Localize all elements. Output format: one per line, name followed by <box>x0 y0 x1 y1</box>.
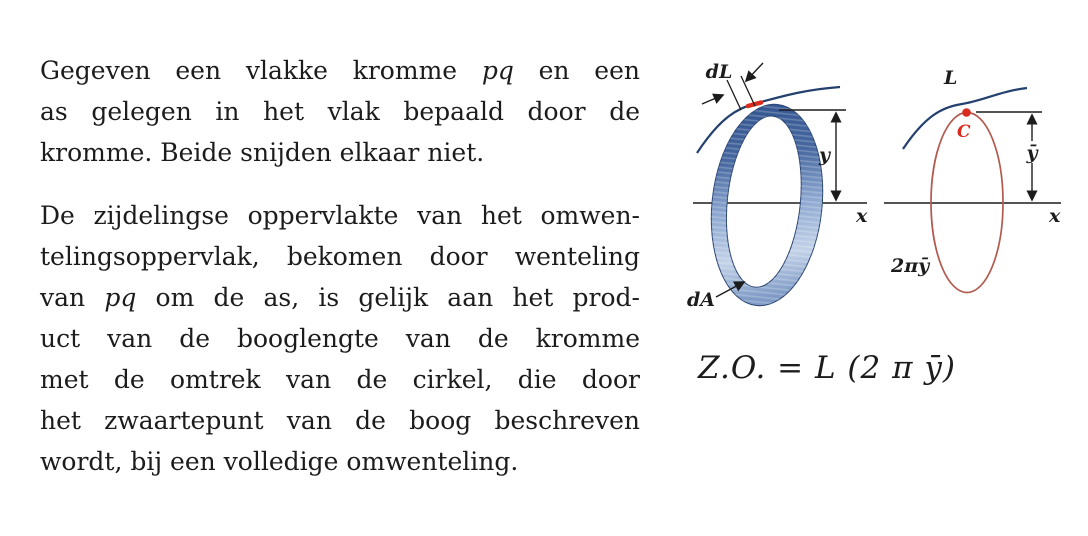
dL-tick-right <box>741 76 755 106</box>
text-line: telingsoppervlak, bekomen door wenteling <box>40 242 640 271</box>
formula-zo: Z.O. = L (2 π ȳ) <box>698 350 956 386</box>
pappus-figures <box>660 30 1088 330</box>
dL-arrow-lower <box>702 95 723 104</box>
dL-tick-left <box>727 80 741 110</box>
text-run: om de as, is gelijk aan het prod- <box>136 283 640 312</box>
label-circumference: 2πȳ <box>891 255 930 277</box>
figure-revolution-band <box>687 61 868 311</box>
band-texture <box>702 99 833 312</box>
label-ybar: ȳ <box>1026 142 1038 164</box>
text-line: het zwaartepunt van de boog beschreven <box>40 406 640 435</box>
paragraph-2 <box>40 195 640 482</box>
paragraph-1 <box>40 50 640 173</box>
text-line: kromme. Beide snijden elkaar niet. <box>40 138 485 167</box>
text-line: met de omtrek van de cirkel, die door <box>40 365 640 394</box>
text-line: wordt, bij een volledige omwenteling. <box>40 447 519 476</box>
label-dL: dL <box>705 61 733 83</box>
centroid-dot <box>962 108 971 117</box>
text-run: Gegeven een vlakke kromme <box>40 56 482 85</box>
text-line <box>40 277 640 318</box>
text-run: en een <box>513 56 640 85</box>
text-line: uct van de booglengte van de kromme <box>40 324 640 353</box>
label-C: C <box>957 122 971 142</box>
label-L: L <box>944 67 958 89</box>
text-line: as gelegen in het vlak bepaald door de <box>40 97 640 126</box>
text-column <box>40 50 640 482</box>
text-run: van <box>40 283 105 312</box>
math-var-pq: pq <box>481 56 514 85</box>
text-line <box>40 50 640 91</box>
label-x-axis: x <box>1049 205 1061 227</box>
label-y: y <box>818 144 830 166</box>
label-x-axis: x <box>856 205 868 227</box>
dL-arrow-upper <box>746 63 763 81</box>
text-line: De zijdelingse oppervlakte van het omwen- <box>40 201 640 230</box>
band-ring <box>702 99 833 312</box>
label-dA: dA <box>687 289 716 311</box>
figure-centroid-circle <box>884 67 1061 293</box>
math-var-pq: pq <box>104 283 137 312</box>
